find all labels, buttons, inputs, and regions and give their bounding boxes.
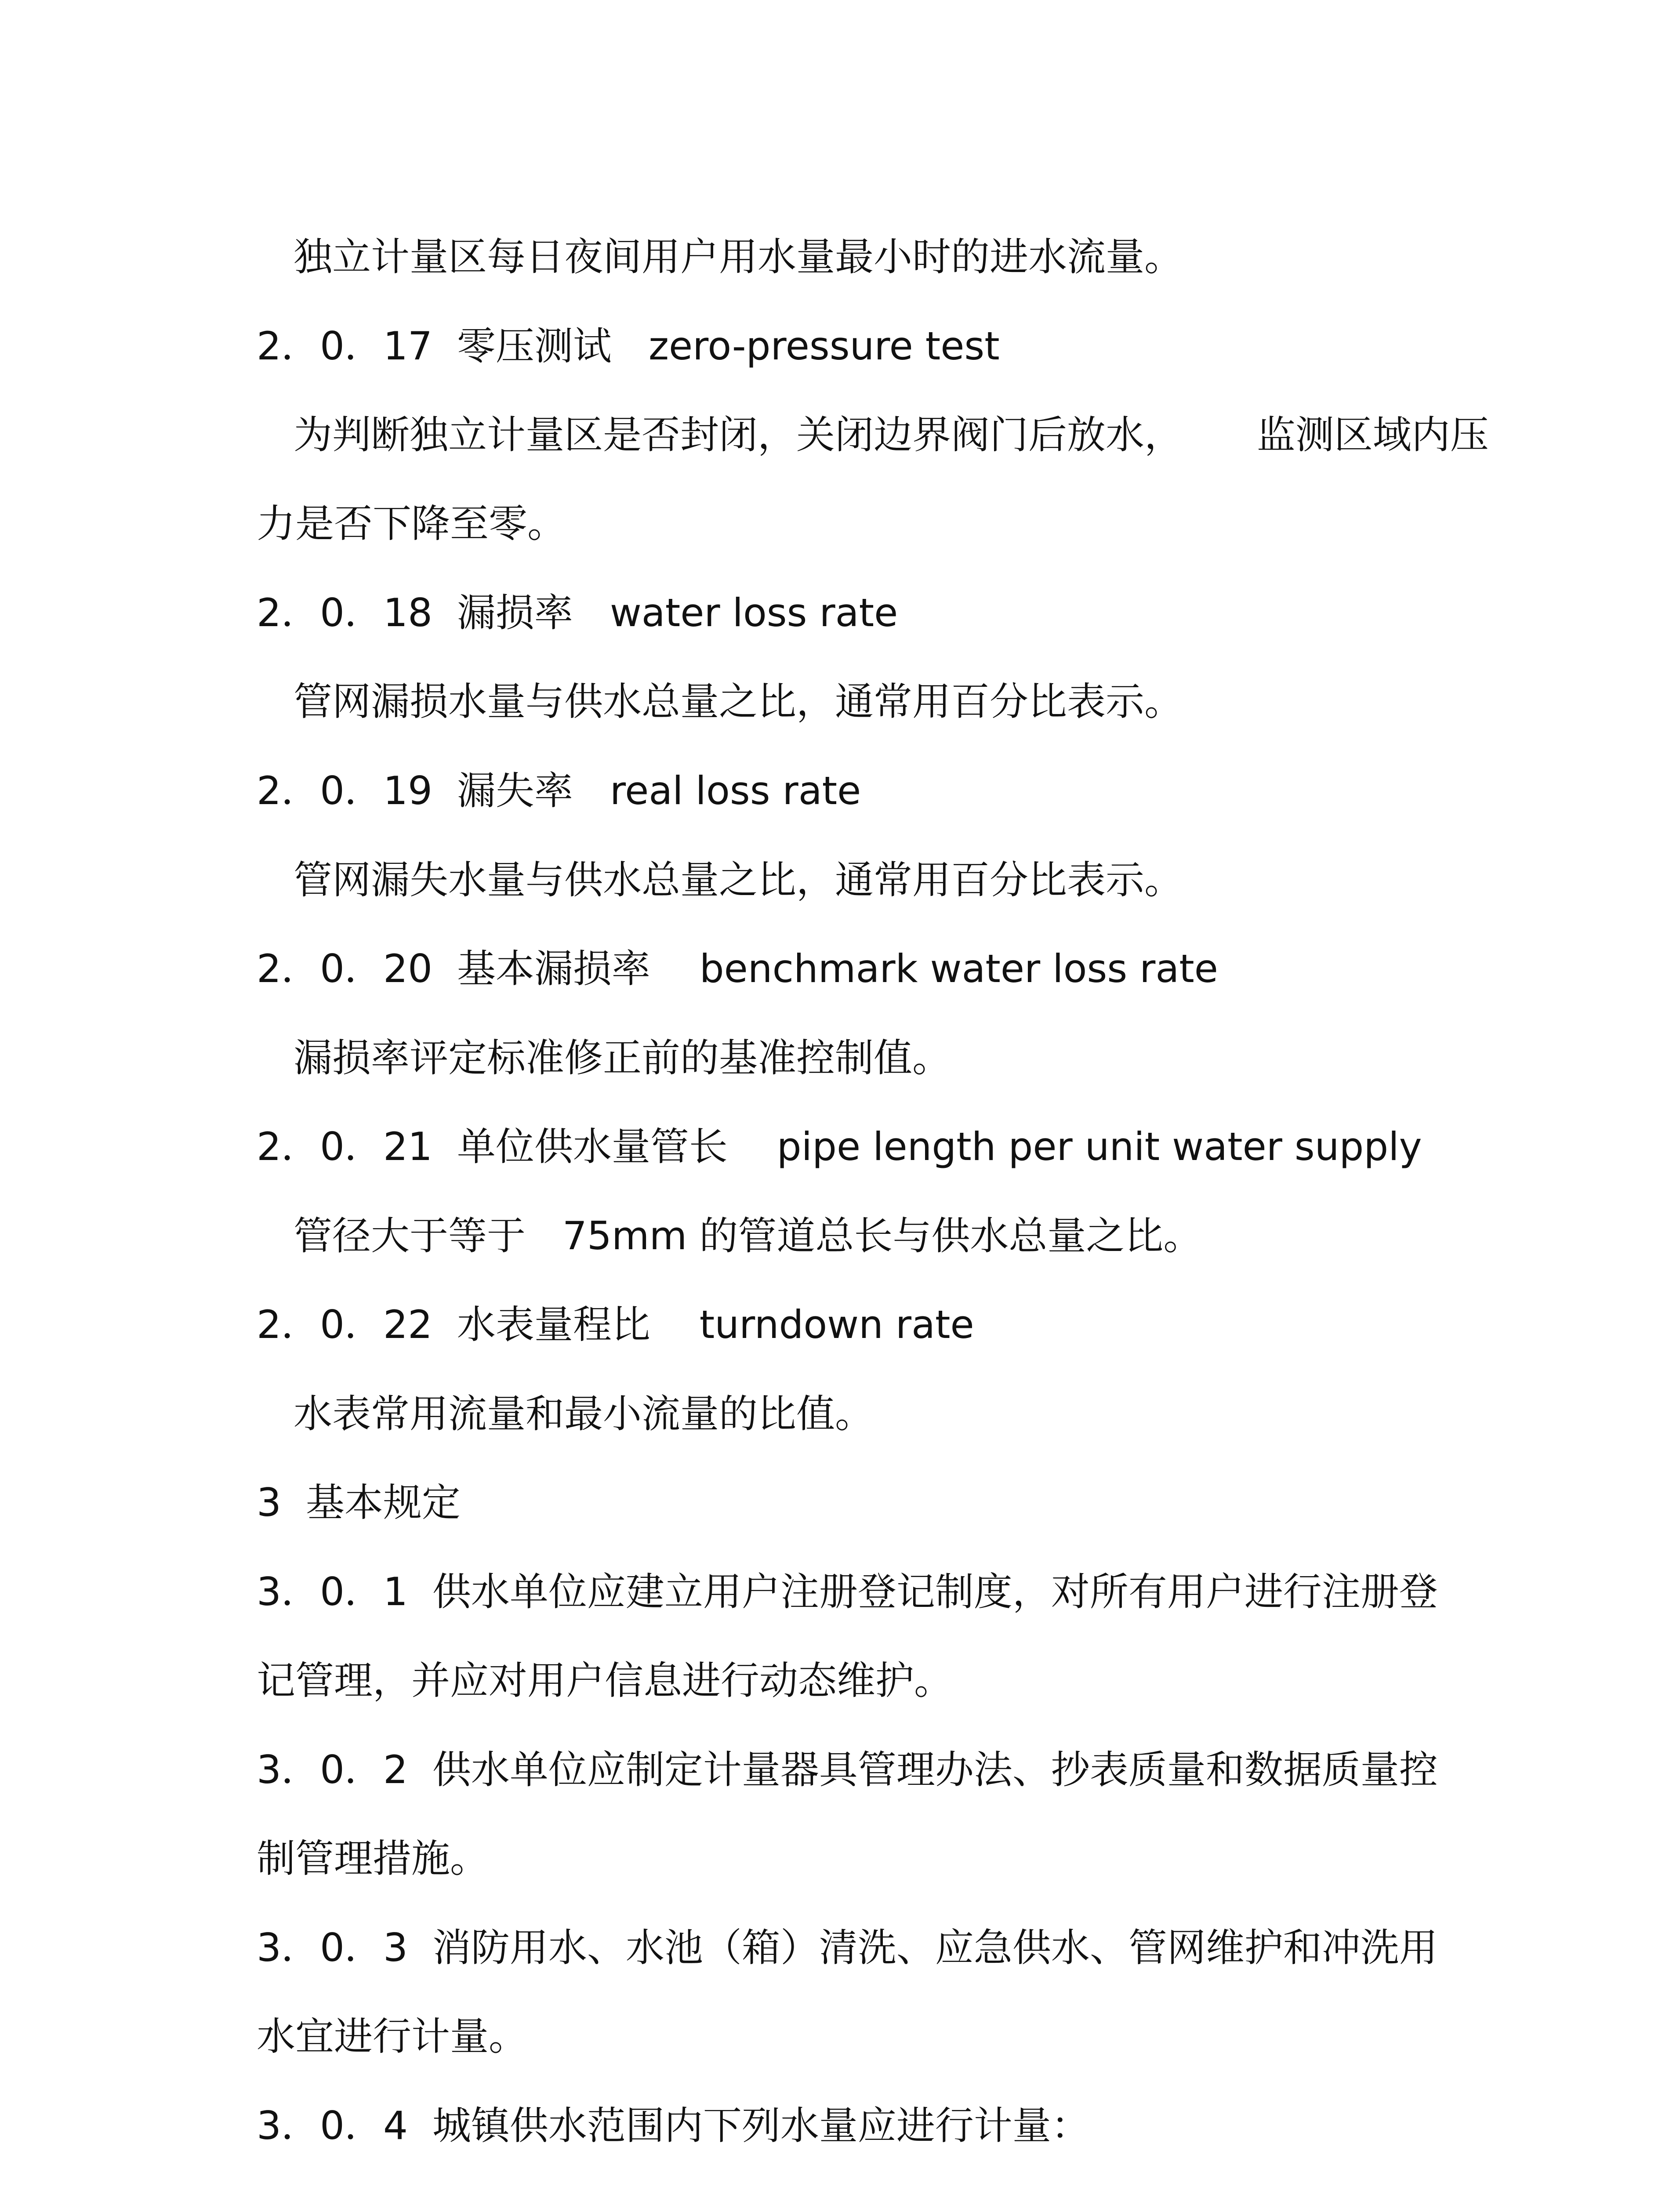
section-heading: 3 基本规定 — [257, 1480, 461, 1525]
text-line: 管径大于等于 75mm 的管道总长与供水总量之比。 — [294, 1213, 1202, 1258]
clause-heading: 2．0．17 零压测试 zero-pressure test — [257, 323, 1000, 369]
text-line: 制管理措施。 — [257, 1836, 489, 1881]
clause-heading: 2．0．20 基本漏损率 benchmark water loss rate — [257, 946, 1218, 991]
text-line: 力是否下降至零。 — [257, 501, 566, 546]
text-line: 3．0．2 供水单位应制定计量器具管理办法、抄表质量和数据质量控 — [257, 1747, 1438, 1792]
text-line: 管网漏失水量与供水总量之比，通常用百分比表示。 — [294, 857, 1183, 903]
clause-heading: 2．0．21 单位供水量管长 pipe length per unit water supply — [257, 1124, 1422, 1169]
text-line: 3．0．4 城镇供水范围内下列水量应进行计量： — [257, 2103, 1090, 2148]
text-line: 漏损率评定标准修正前的基准控制值。 — [294, 1035, 951, 1080]
clause-heading: 2．0．19 漏失率 real loss rate — [257, 768, 861, 813]
clause-heading: 2．0．22 水表量程比 turndown rate — [257, 1302, 974, 1347]
text-line: 为判断独立计量区是否封闭，关闭边界阀门后放水， 监测区域内压 — [294, 412, 1489, 457]
text-line: 水表常用流量和最小流量的比值。 — [294, 1391, 874, 1436]
text-line: 独立计量区每日夜间用户用水量最小时的进水流量。 — [294, 234, 1183, 279]
text-line: 3．0．1 供水单位应建立用户注册登记制度，对所有用户进行注册登 — [257, 1569, 1438, 1614]
clause-heading: 2．0．18 漏损率 water loss rate — [257, 590, 898, 635]
text-line: 水宜进行计量。 — [257, 2014, 528, 2059]
text-line: 管网漏损水量与供水总量之比，通常用百分比表示。 — [294, 679, 1183, 724]
text-line: 记管理，并应对用户信息进行动态维护。 — [257, 1658, 953, 1703]
text-line: 3．0．3 消防用水、水池（箱）清洗、应急供水、管网维护和冲洗用 — [257, 1925, 1438, 1970]
